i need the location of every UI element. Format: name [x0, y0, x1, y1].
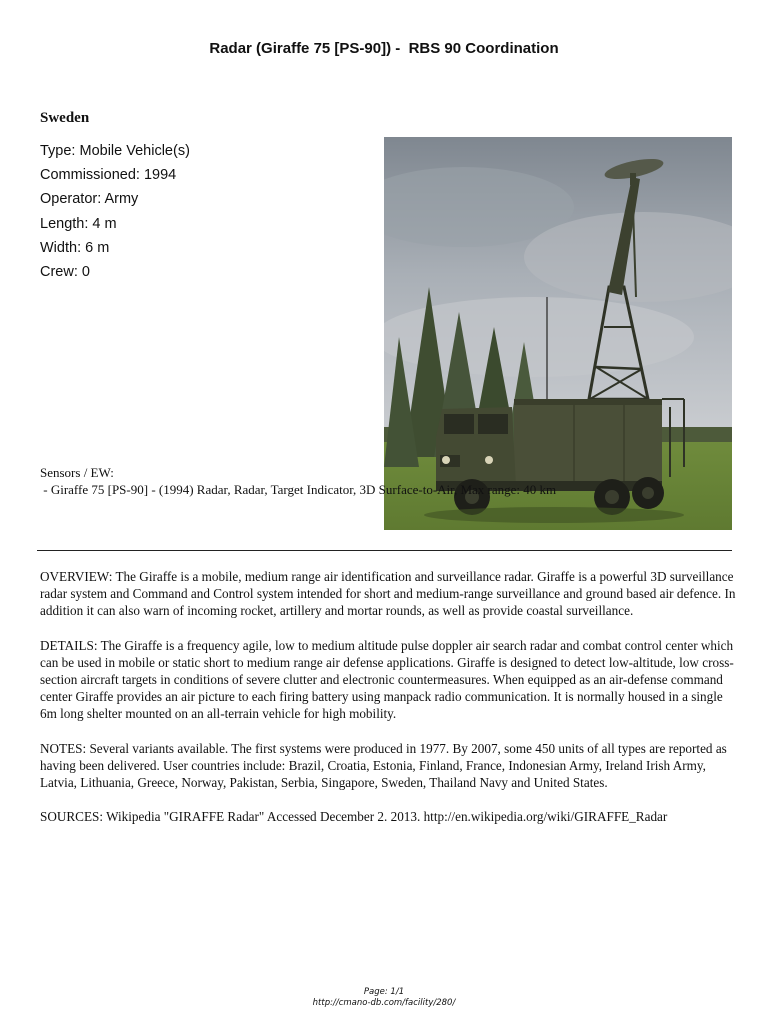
page-footer: [0, 987, 768, 1009]
page-number: Page: 1/1: [363, 987, 405, 997]
sensor-item: - Giraffe 75 [PS-90] - (1994) Radar, Radar, Target Indicator, 3D Surface-to-Air, Max range: 40 km: [40, 482, 557, 497]
country-heading: Sweden: [40, 110, 90, 126]
section-divider: [37, 550, 732, 551]
spec-commissioned: Commissioned: 1994: [40, 167, 177, 184]
sources-paragraph: SOURCES: Wikipedia "GIRAFFE Radar" Accessed December 2. 2013. http://en.wikipedia.org/wiki/GIRAFFE_Radar: [40, 809, 668, 825]
description-body: [40, 568, 740, 842]
overview-paragraph: OVERVIEW: The Giraffe is a mobile, medium range air identification and surveillance radar. Giraffe is a powerful 3D surveillance radar system and Command and Control system intended for short and medium-range surveillance and ground based air defence. In addition it can also warn of incoming rocket, artillery and mortar rounds, as well as provide coastal surveillance.: [40, 569, 736, 619]
spec-length: Length: 4 m: [40, 215, 117, 232]
spec-width: Width: 6 m: [40, 239, 110, 256]
sensors-heading: Sensors / EW:: [40, 465, 114, 480]
notes-paragraph: NOTES: Several variants available. The first systems were produced in 1977. By 2007, some 450 units of all types are reported as having been delivered. User countries include: Brazil, Croatia, Estonia, Finland, France, Indonesian Army, Ireland Irish Army, Latvia, Lithuania, Greece, Norway, Pakistan, Serbia, Singapore, Sweden, Thailand Navy and United States.: [40, 740, 727, 791]
footer-url[interactable]: http://cmano-db.com/facility/280/: [312, 998, 456, 1008]
spec-list: [40, 139, 190, 284]
details-paragraph: DETAILS: The Giraffe is a frequency agile, low to medium altitude pulse doppler air search radar and combat control center which can be used in mobile or static short to medium range air defense applications. Giraffe is designed to detect low-altitude, low cross-section aircraft targets in conditions of severe clutter and electronic countermeasures. When equipped as an air-defense command center Giraffe provides an air picture to each firing battery using manpack radio communication. It is normally housed in a single 6m long shelter mounted on an all-terrain vehicle for high mobility.: [40, 637, 734, 722]
spec-operator: Operator: Army: [40, 191, 139, 208]
sensors-section: [40, 464, 556, 498]
spec-crew: Crew: 0: [40, 264, 90, 281]
page-title: Radar (Giraffe 75 [PS-90]) - RBS 90 Coordination: [209, 40, 559, 57]
spec-type: Type: Mobile Vehicle(s): [40, 143, 190, 159]
